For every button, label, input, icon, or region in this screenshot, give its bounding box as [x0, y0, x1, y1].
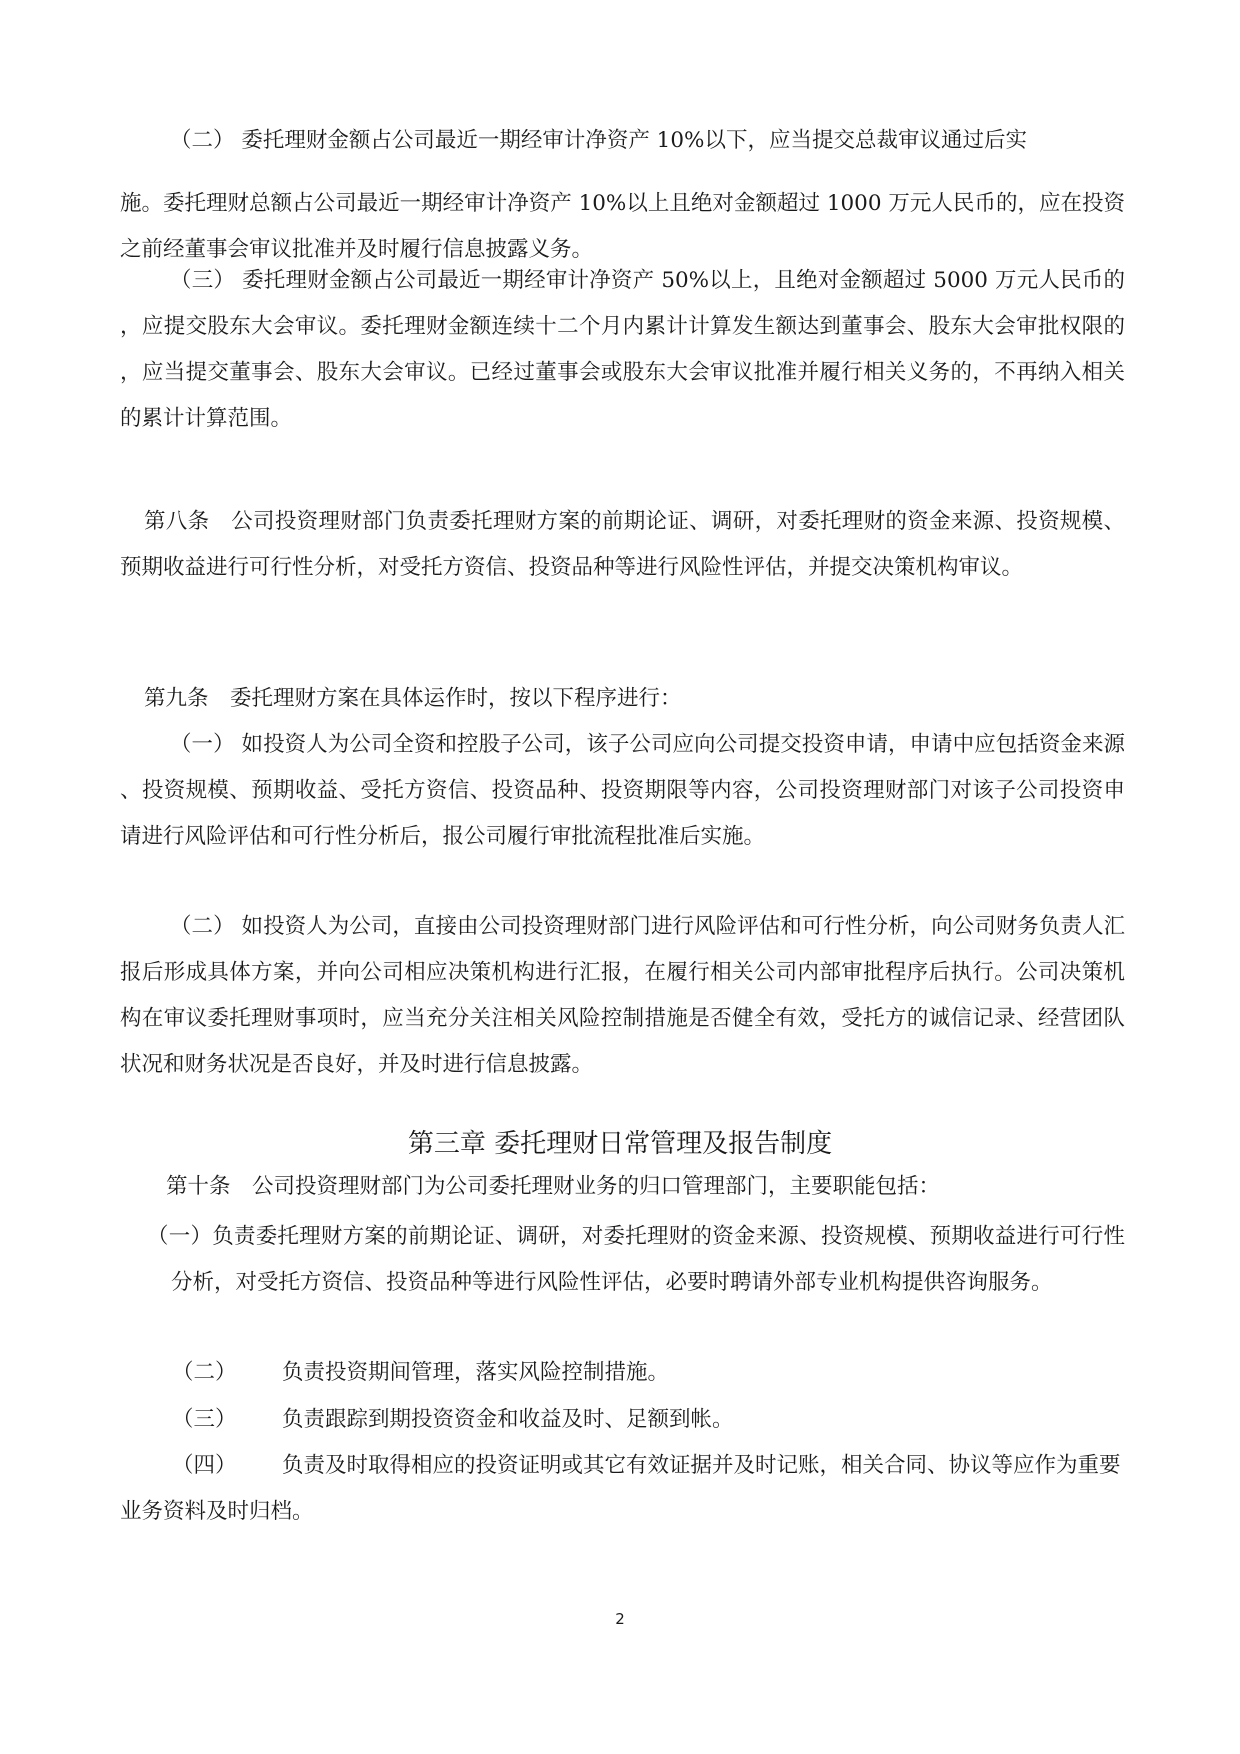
list-item	[120, 1350, 1125, 1396]
list-item-text: 负责及时取得相应的投资证明或其它有效证据并及时记账，相关合同、协议等应作为重要业务资料及时归档。	[120, 1453, 1121, 1524]
list-item	[120, 1397, 1125, 1443]
list-item	[120, 1443, 1125, 1535]
paragraph-clause-3: （三） 委托理财金额占公司最近一期经审计净资产 50%以上，且绝对金额超过 5000 万元人民币的，应提交股东大会审议。委托理财金额连续十二个月内累计计算发生额达到董事会、股东大会审批权限的，应当提交董事会、股东大会审议。已经过董事会或股东大会审议批准并履行相关义务的，不再纳入相关的累计计算范围。	[120, 268, 1125, 431]
paragraph-article-8: 第八条 公司投资理财部门负责委托理财方案的前期论证、调研，对委托理财的资金来源、投资规模、预期收益进行可行性分析，对受托方资信、投资品种等进行风险性评估，并提交决策机构审议。	[120, 509, 1125, 580]
paragraph-article-10-item-1: （一）负责委托理财方案的前期论证、调研，对委托理财的资金来源、投资规模、预期收益进行可行性分析，对受托方资信、投资品种等进行风险性评估，必要时聘请外部专业机构提供咨询服务。	[147, 1224, 1125, 1295]
paragraph-article-9-item-2: （二） 如投资人为公司，直接由公司投资理财部门进行风险评估和可行性分析，向公司财务负责人汇报后形成具体方案，并向公司相应决策机构进行汇报，在履行相关公司内部审批程序后执行。公司决策机构在审议委托理财事项时，应当充分关注相关风险控制措施是否健全有效，受托方的诚信记录、经营团队状况和财务状况是否良好，并及时进行信息披露。	[120, 914, 1125, 1077]
page-number: 2	[615, 1610, 625, 1628]
paragraph-clause-2-line-1: （二） 委托理财金额占公司最近一期经审计净资产 10%以下，应当提交总裁审议通过后实	[170, 128, 1027, 153]
list-item-text: 负责投资期间管理，落实风险控制措施。	[282, 1360, 670, 1385]
list-item-marker: （三）	[172, 1407, 237, 1432]
paragraph-article-10: 第十条 公司投资理财部门为公司委托理财业务的归口管理部门，主要职能包括：	[166, 1174, 941, 1199]
paragraph-clause-2-continued: 施。委托理财总额占公司最近一期经审计净资产 10%以上且绝对金额超过 1000 万元人民币的，应在投资之前经董事会审议批准并及时履行信息披露义务。	[120, 191, 1125, 262]
paragraph-article-9-item-1: （一） 如投资人为公司全资和控股子公司，该子公司应向公司提交投资申请，申请中应包括资金来源、投资规模、预期收益、受托方资信、投资品种、投资期限等内容，公司投资理财部门对该子公司投资申请进行风险评估和可行性分析后，报公司履行审批流程批准后实施。	[120, 732, 1125, 849]
paragraph-article-9: 第九条 委托理财方案在具体运作时，按以下程序进行：	[144, 686, 682, 711]
chapter-heading: 第三章 委托理财日常管理及报告制度	[407, 1129, 833, 1159]
list-item-marker: （四）	[172, 1453, 237, 1478]
list-item-text: 负责跟踪到期投资资金和收益及时、足额到帐。	[282, 1407, 734, 1432]
list-item-marker: （二）	[172, 1360, 237, 1385]
